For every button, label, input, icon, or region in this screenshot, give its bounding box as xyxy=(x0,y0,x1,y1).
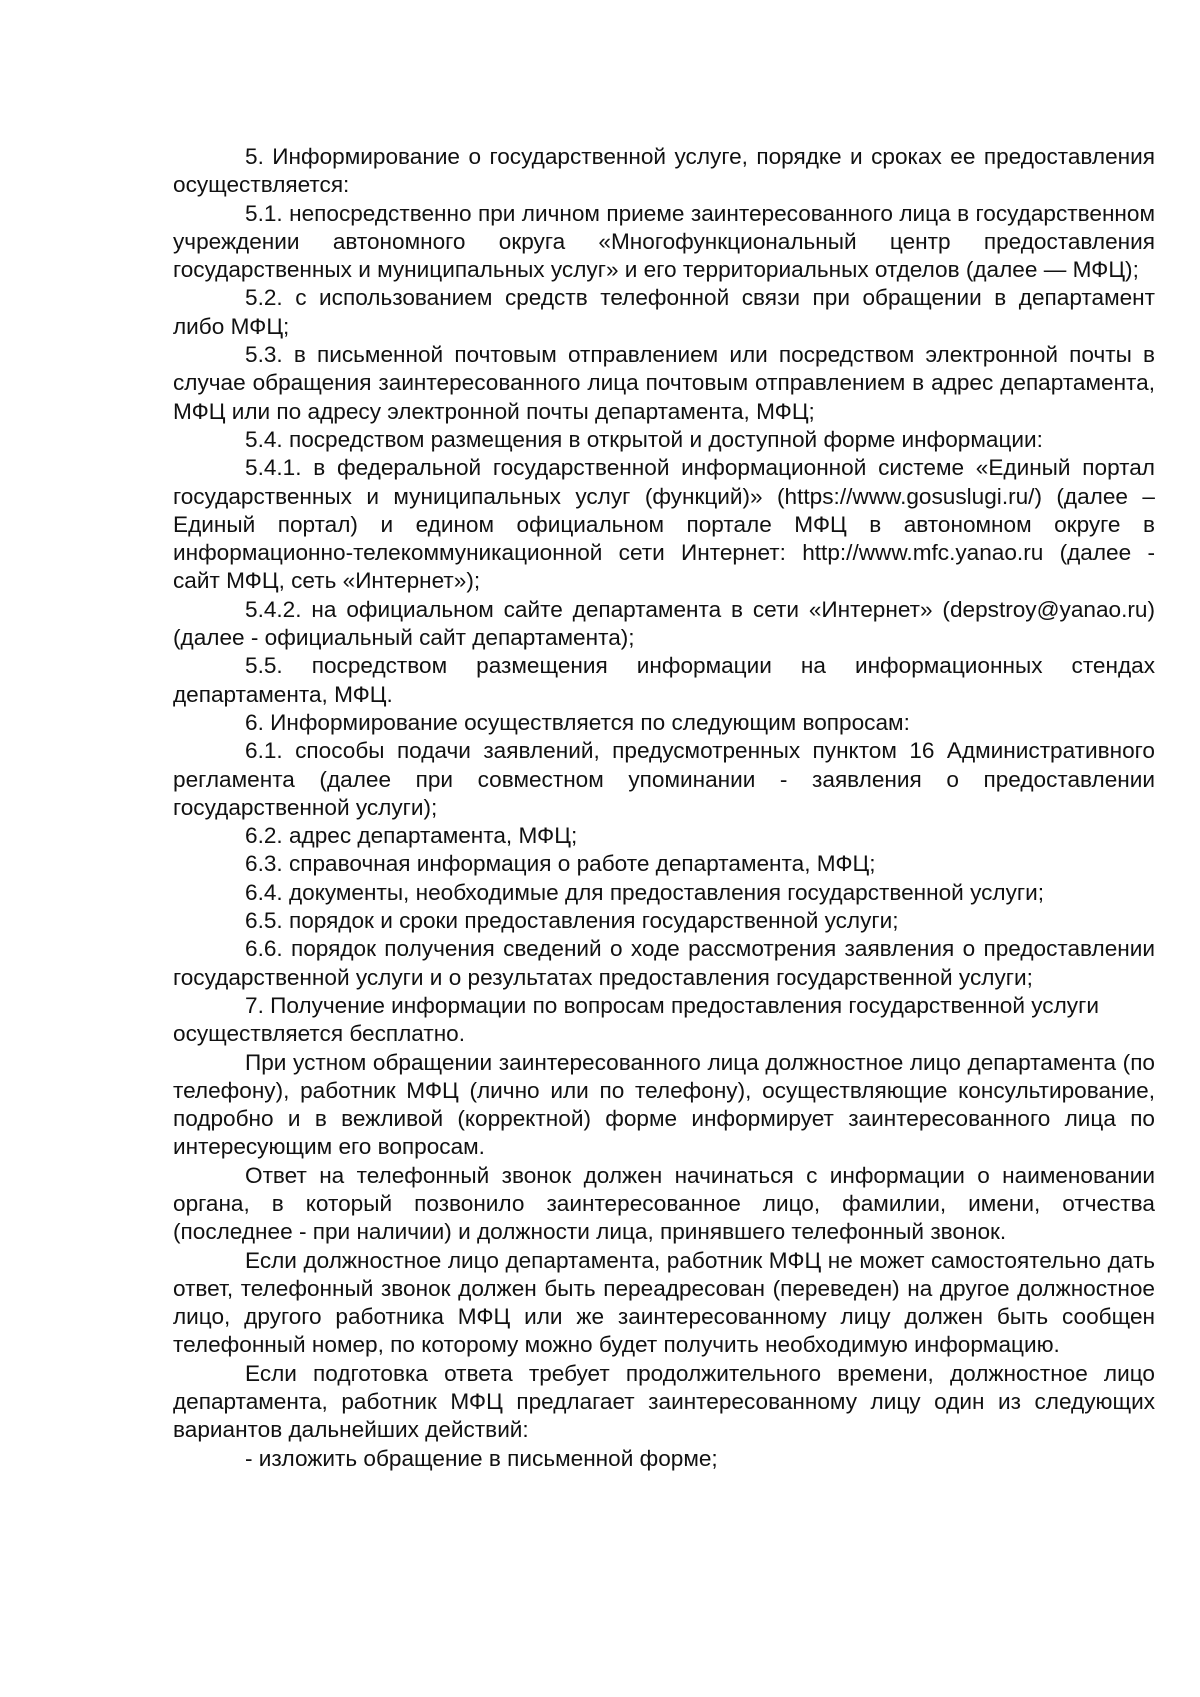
paragraph-6-5: 6.5. порядок и сроки предоставления государственной услуги; xyxy=(245,908,899,934)
paragraph-5-3: 5.3. в письменной почтовым отправлением или посредством электронной почты в случае обращения заинтересованного лица почтовым отправлением в адрес департамента, МФЦ или по адресу электронной почты департамента, МФЦ; xyxy=(173,342,1155,424)
paragraph-oral-request: При устном обращении заинтересованного лица должностное лицо департамента (по телефону), работник МФЦ (лично или по телефону), осуществляющие консультирование, подробно и в вежливой (корректной) форме информирует заинтересованного лица по интересующим его вопросам. xyxy=(173,1049,1155,1160)
paragraph-redirect: Если должностное лицо департамента, работник МФЦ не может самостоятельно дать ответ, телефонный звонок должен быть переадресован (переведен) на другое должностное лицо, другого работника МФЦ или же заинтересованному лицу должен быть сообщен телефонный номер, по которому можно будет получить необходимую информацию. xyxy=(173,1247,1155,1358)
paragraph-5-2: 5.2. с использованием средств телефонной связи при обращении в департамент либо МФЦ; xyxy=(173,285,1155,339)
paragraph-6-1: 6.1. способы подачи заявлений, предусмотренных пунктом 16 Административного регламента (далее при совместном упоминании - заявления о предоставлении государственной услуги); xyxy=(173,738,1155,820)
paragraph-5-5: 5.5. посредством размещения информации на информационных стендах департамента, МФЦ. xyxy=(173,653,1155,707)
paragraph-6-4: 6.4. документы, необходимые для предоставления государственной услуги; xyxy=(245,879,1045,905)
paragraph-6-3: 6.3. справочная информация о работе департамента, МФЦ; xyxy=(245,851,876,877)
list-item-written-form: - изложить обращение в письменной форме; xyxy=(245,1445,718,1471)
paragraph-phone-answer: Ответ на телефонный звонок должен начинаться с информации о наименовании органа, в который позвонило заинтересованное лицо, фамилии, имени, отчества (последнее - при наличии) и должности лица, принявшего телефонный звонок. xyxy=(173,1162,1155,1245)
paragraph-6-6: 6.6. порядок получения сведений о ходе рассмотрения заявления о предоставлении государственной услуги и о результатах предоставления государственной услуги; xyxy=(173,936,1155,990)
paragraph-long-answer: Если подготовка ответа требует продолжительного времени, должностное лицо департамента, работник МФЦ предлагает заинтересованному лицу один из следующих вариантов дальнейших действий: xyxy=(173,1360,1155,1443)
paragraph-5: 5. Информирование о государственной услуге, порядке и сроках ее предоставления осуществляется: xyxy=(173,144,1155,198)
paragraph-5-1: 5.1. непосредственно при личном приеме заинтересованного лица в государственном учреждении автономного округа «Многофункциональный центр предоставления государственных и муниципальных услуг» и его территориальных отделов (далее — МФЦ); xyxy=(173,200,1155,283)
paragraph-5-4: 5.4. посредством размещения в открытой и доступной форме информации: xyxy=(245,426,1043,452)
paragraph-6-2: 6.2. адрес департамента, МФЦ; xyxy=(245,823,578,849)
document-page xyxy=(173,143,1155,1473)
paragraph-6: 6. Информирование осуществляется по следующим вопросам: xyxy=(245,709,910,735)
paragraph-7: 7. Получение информации по вопросам предоставления государственной услуги осуществляется бесплатно. xyxy=(173,992,1099,1047)
paragraph-5-4-1: 5.4.1. в федеральной государственной информационной системе «Единый портал государственных и муниципальных услуг (функций)» (https://www.gosuslugi.ru/) (далее – Единый портал) и едином официальном портале МФЦ в автономном округе в информационно-телекоммуникационной сети Интернет: http://www.mfc.yanao.ru (далее - сайт МФЦ, сеть «Интернет»); xyxy=(173,455,1155,594)
paragraph-5-4-2: 5.4.2. на официальном сайте департамента в сети «Интернет» (depstroy@yanao.ru) (далее - официальный сайт департамента); xyxy=(173,596,1155,651)
